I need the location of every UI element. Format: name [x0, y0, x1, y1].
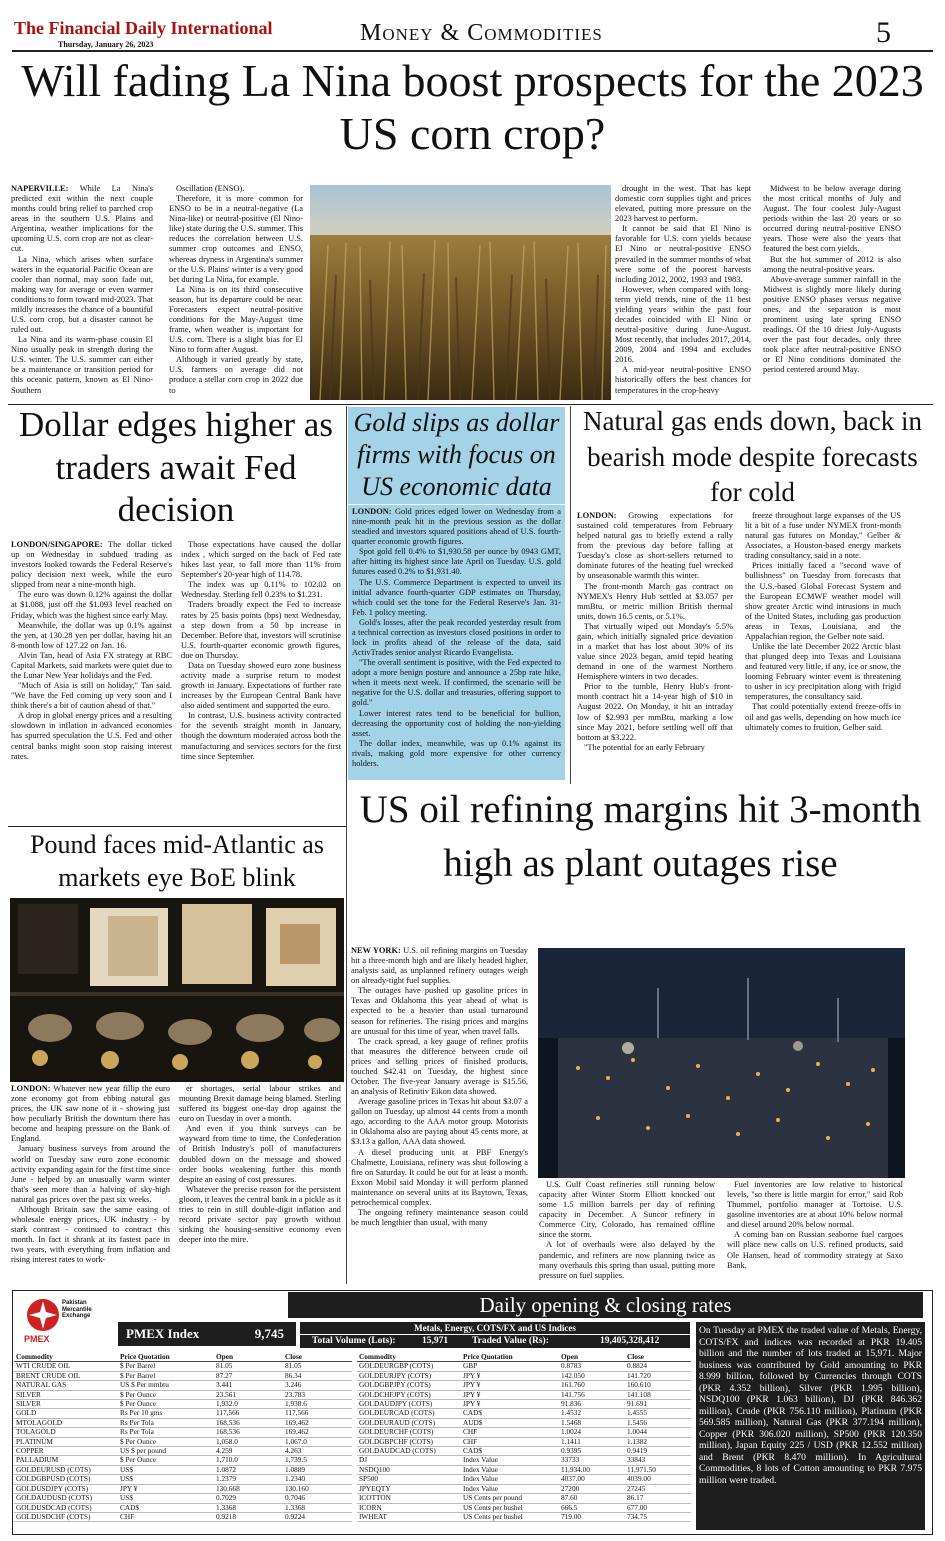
oil-col-1	[348, 946, 531, 1284]
table-cell: Index Value	[461, 1465, 559, 1474]
paragraph: Therefore, it is more common for ENSO to be in a neutral-negative (La Nina-like) or neutral-positive (El Nino-like) state during the U.S. summer. This reduces the correlation between U.S. summer crop outcomes and ENSO, whereas dryness in Argentina's summer or the U.S. Plains' winter is a very good bet during La Nina, for example.	[169, 194, 303, 284]
paragraph: NAPERVILLE: While La Nina's predicted exit within the next couple months could bring relief to parched crop areas in the southern U.S. Plains and Argentina, weather implications for the upcoming U.S. corn crop are not as clear-cut.	[11, 184, 153, 254]
table-cell: 168,536	[214, 1428, 283, 1437]
table-cell: 27200	[559, 1484, 625, 1493]
table-cell: 0.9419	[625, 1447, 691, 1456]
paragraph: A drop in global energy prices and a resulting slowdown in inflation in advanced economies has spurred speculation the U.S. Fed and other central banks might soon stop raising interest rates.	[11, 711, 172, 761]
table-cell: 1.0044	[625, 1428, 691, 1437]
column-divider	[346, 406, 347, 828]
table-cell: 169,462	[283, 1418, 352, 1427]
pmex-abbr: PMEX	[24, 1334, 50, 1344]
table-cell: 1.1411	[559, 1437, 625, 1446]
paragraph: drought in the west. That has kept domestic corn supplies tight and prices elevated, putting more pressure on the 2023 harvest to perform.	[615, 184, 751, 224]
table-cell: 1,710.0	[214, 1456, 283, 1465]
table-cell: GOLDEURAUD (COTS)	[357, 1418, 461, 1427]
paragraph: Lower interest rates tend to be beneficial for bullion, decreasing the opportunity cost of holding the non-yielding asset.	[352, 708, 561, 738]
table-cell: 23.783	[283, 1390, 352, 1399]
corn-col-2	[166, 184, 306, 402]
table-cell: 1.0889	[283, 1465, 352, 1474]
table-cell: JPY ¥	[118, 1484, 214, 1493]
table-cell: 91.836	[559, 1400, 625, 1409]
table-cell: PALLADIUM	[14, 1456, 118, 1465]
table-cell: 1,058.0	[214, 1437, 283, 1446]
dollar-col-2	[178, 540, 344, 820]
table-cell: JPY ¥	[461, 1390, 559, 1399]
table-cell: 0.9218	[214, 1512, 283, 1521]
table-cell: 3.441	[214, 1381, 283, 1390]
paragraph: La Nina and its warm-phase cousin El Nino usually peak in strength during the U.S. winter. The U.S. summer can either be a maintenance or transition period for this oceanic pattern, known as El Nino-Southern	[11, 335, 153, 395]
table-cell: $ Per Ounce	[118, 1456, 214, 1465]
volume-label: Total Volume (Lots):	[312, 1336, 396, 1346]
natgas-col-1	[574, 511, 736, 783]
pound-col-1	[8, 1084, 173, 1284]
table-cell: SILVER	[14, 1400, 118, 1409]
paragraph: The front-month March gas contract on NYMEX's Henry Hub settled at $3.057 per mmBtu, or metric million British thermal units, down 16.5 cents, or 5.1%.	[577, 581, 733, 621]
section-title: Money & Commodities	[360, 20, 603, 46]
table-cell: US$	[118, 1494, 214, 1503]
table-cell: GOLDEURGBP (COTS)	[357, 1362, 461, 1371]
table-cell: $ Per Ounce	[118, 1400, 214, 1409]
col-header-commodity: Commodity	[357, 1353, 461, 1362]
gold-body	[348, 505, 565, 780]
table-cell: US Cents per bushel	[461, 1503, 559, 1512]
table-cell: 0.9395	[559, 1447, 625, 1456]
cash-drawer-photo	[10, 898, 344, 1082]
issue-date: Thursday, January 26, 2023	[58, 40, 154, 49]
col-header-commodity: Commodity	[14, 1353, 118, 1362]
paragraph: But the hot summer of 2012 is also among the neutral-positive years.	[763, 254, 901, 274]
table-cell: 81.05	[283, 1362, 352, 1371]
paragraph: Prior to the tumble, Henry Hub's front-month contract hit a 14-year high of $10 in August 2022. On Monday, it hit an intraday low of $2.993 per mmBtu, marking a low since May 2021, before settling well off that bottom at $3.222.	[577, 682, 733, 742]
paragraph: And even if you think surveys can be wayward from time to time, the Confederation of British Industry's poll of manufacturers doubled down on the message and showed order books weakening further this month despite an easing of cost pressures.	[179, 1124, 341, 1184]
table-cell: CHF	[118, 1512, 214, 1521]
table-cell: 117,566	[283, 1409, 352, 1418]
gold-headline-box	[348, 407, 565, 504]
table-cell: 87.27	[214, 1371, 283, 1380]
paragraph: "Much of Asia is still on holiday," Tan said. "We have the Fed coming up very soon and I think there's a bit of caution ahead of that."	[11, 681, 172, 711]
table-cell: $ Per Ounce	[118, 1390, 214, 1399]
table-cell: 11,934.00	[559, 1465, 625, 1474]
paragraph: The index was up 0.11% to 102.02 on Wednesday. Sterling fell 0.23% to $1.231.	[181, 580, 341, 600]
table-cell: 4.259	[214, 1447, 283, 1456]
table-cell: 141.756	[559, 1390, 625, 1399]
table-row	[14, 1428, 352, 1437]
table-cell: 1.3368	[214, 1503, 283, 1512]
table-cell: GOLDCHFJPY (COTS)	[357, 1390, 461, 1399]
table-cell: 117,566	[214, 1409, 283, 1418]
table-cell: 11,971.50	[625, 1465, 691, 1474]
table-cell: 130.668	[214, 1484, 283, 1493]
table-cell: Index Value	[461, 1475, 559, 1484]
table-cell: MTOLAGOLD	[14, 1418, 118, 1427]
table-cell: GOLDAUDJPY (COTS)	[357, 1400, 461, 1409]
table-cell: 0.7046	[283, 1494, 352, 1503]
table-cell: 86.17	[625, 1494, 691, 1503]
paragraph: Average gasoline prices in Texas hit about $3.07 a gallon on Tuesday, up almost 44 cents from a month ago, according to the AAA motor group. Motorists in Oklahoma also are paying about 45 cents more, at $3.13 a gallon, AAA data showed.	[351, 1097, 528, 1147]
table-row	[357, 1409, 691, 1418]
table-cell: Index Value	[461, 1456, 559, 1465]
table-cell: 4039.00	[625, 1475, 691, 1484]
table-cell: ICORN	[357, 1503, 461, 1512]
table-cell: IWHEAT	[357, 1512, 461, 1521]
table-row	[14, 1475, 352, 1484]
paragraph: Unlike the late December 2022 Arctic blast that plunged deep into Texas and Louisiana and featured very little, if any, ice or snow, the looming February winter event is threatening to usher in icy precipitation along with frigid temperatures, the consultancy said.	[745, 642, 901, 702]
col-header-open: Open	[559, 1353, 625, 1362]
volume-value: 15,971	[422, 1336, 449, 1346]
corn-col-3	[612, 184, 754, 402]
paragraph: Data on Tuesday showed euro zone business activity made a surprise return to modest growth in January. Expectations of further rate increases by the European Central Bank have also aided sentiment and supported the euro.	[181, 660, 341, 711]
table-cell: 1.5456	[625, 1418, 691, 1427]
table-cell: BRENT CRUDE OIL	[14, 1371, 118, 1380]
table-cell: 141.108	[625, 1390, 691, 1399]
paragraph: Midwest to be below average during the most critical months of July and August. The four coolest July-August periods within the last 20 years or so occurred during neutral-positive ENSO years. Those were also the years that featured the best corn yields.	[763, 184, 901, 254]
paragraph: er shortages, serial labour strikes and mounting Brexit damage being blamed. Sterling suffered its biggest one-day drop against the euro on Tuesday in over a month.	[179, 1084, 341, 1124]
table-cell: $ Per Barrel	[118, 1371, 214, 1380]
paragraph: "The potential for an early February	[584, 742, 705, 752]
table-cell: GOLDEURCAD (COTS)	[357, 1409, 461, 1418]
headline-dollar: Dollar edges higher as traders await Fed decision	[19, 405, 333, 530]
table-cell: GOLDEURUSD (COTS)	[14, 1465, 118, 1474]
table-cell: 4037.00	[559, 1475, 625, 1484]
table-cell: SILVER	[14, 1390, 118, 1399]
table-cell: 0.9224	[283, 1512, 352, 1521]
paragraph: Meanwhile, the dollar was up 0.1% against the yen, at 130.28 yen per dollar, having hit an 8-month low of 127.22 on Jan. 16.	[11, 620, 172, 650]
table-cell: US Cents per bushel	[461, 1512, 559, 1521]
table-cell: SP500	[357, 1475, 461, 1484]
natgas-col-2	[742, 511, 904, 783]
table-cell: 87.60	[559, 1494, 625, 1503]
table-row	[357, 1428, 691, 1437]
table-cell: 666.5	[559, 1503, 625, 1512]
table-cell: GOLDEURCHF (COTS)	[357, 1428, 461, 1437]
table-cell: 1.2340	[283, 1475, 352, 1484]
table-row	[357, 1362, 691, 1371]
table-cell: 0.8824	[625, 1362, 691, 1371]
table-cell: 1.0024	[559, 1428, 625, 1437]
table-cell: AUD$	[461, 1418, 559, 1427]
pmex-logo	[18, 1296, 114, 1350]
paragraph: freeze throughout large expanses of the US lit a bit of a fuse under NYMEX front-month natural gas futures on Monday," Gelber & Associates, a Houston-based energy markets trading consultancy, said in a note.	[745, 511, 901, 561]
paragraph: A lot of overhauls were also delayed by the pandemic, and refiners are now planning twice as many overhauls this spring than usual, putting more pressure on fuel supplies.	[539, 1240, 715, 1280]
paragraph: That virtually wiped out Monday's 5.5% gain, which initially signaled price deviation in a market that has lost about 30% of its value since 2023 began, amid tepid heating demand in one of the warmest Northern Hemisphere winters in two decades.	[577, 621, 733, 682]
oil-col-3	[724, 1180, 906, 1284]
table-cell: 1.2379	[214, 1475, 283, 1484]
paragraph: However, when compared with long-term yield trends, nine of the 11 best yielding years within the past four decades coincided with El Nino or neutral-positive during June-August. Most recently, that includes 2017, 2014, 2009, 2004 and 1994 and excludes 2016.	[615, 284, 751, 365]
pound-col-2	[176, 1084, 344, 1284]
corn-col-1	[8, 184, 156, 402]
table-cell: GOLDGBPJPY (COTS)	[357, 1381, 461, 1390]
table-cell: US $ Per mmbtu	[118, 1381, 214, 1390]
table-cell: 169,462	[283, 1428, 352, 1437]
paragraph: Those expectations have caused the dollar index , which surged on the back of Fed rate hikes last year, to fall more than 11% from September's 20-year high of 114.78.	[181, 540, 341, 580]
paragraph: Traders broadly expect the Fed to increase rates by 25 basis points (bps) next Wednesday, a step down from a 50 bp increase in December. Before that, investors will scrutinise U.S. fourth-quarter economic growth figures, due on Thursday.	[181, 600, 341, 660]
paragraph: Although it varied greatly by state, U.S. farmers on average did not produce a stellar corn crop in 2022 due to	[169, 355, 303, 395]
table-row	[357, 1512, 691, 1521]
table-cell: US$	[118, 1465, 214, 1474]
paragraph: Although Britain saw the same easing of wholesale energy prices, UK industry - by stark contrast - continued to contract this month. In fact it shrank at its fastest pace in two years, with everything from inflation and rising interest rates to work-	[11, 1204, 170, 1265]
table-cell: NSDQ100	[357, 1465, 461, 1474]
table-cell: CHF	[461, 1428, 559, 1437]
table-cell: WTI CRUDE OIL	[14, 1362, 118, 1371]
table-row	[357, 1503, 691, 1512]
table-cell: PLATINUM	[14, 1437, 118, 1446]
pmex-index-bar	[118, 1322, 296, 1346]
table-row	[357, 1456, 691, 1465]
table-cell: 81.05	[214, 1362, 283, 1371]
table-cell: 719.00	[559, 1512, 625, 1521]
paper-name: The Financial Daily International	[14, 18, 273, 38]
table-cell: 1.0872	[214, 1465, 283, 1474]
table-cell: 1,932.0	[214, 1400, 283, 1409]
table-row	[357, 1475, 691, 1484]
table-cell: 141.720	[625, 1371, 691, 1380]
table-row	[357, 1494, 691, 1503]
table-cell: GOLD	[14, 1409, 118, 1418]
table-cell: Rs Per 10 gms	[118, 1409, 214, 1418]
col-header-close: Close	[625, 1353, 691, 1362]
paragraph: Prices initially faced a "second wave of bullishness" on Tuesday from forecasts that the U.S.-based Global Forecast System and the European ECMWF weather model will show greater Arctic wind intrusions in much of the United States, including gas production areas in Texas, Louisiana, and the Appalachian region, the Gelber note said.	[745, 561, 901, 641]
table-row	[14, 1362, 352, 1371]
paragraph: U.S. Gulf Coast refineries still running below capacity after Winter Storm Elliott knocked out some 1.5 million barrels per day of refining capacity in December. A Suncor refinery in Commerce City, Colorado, has remained offline since the storm.	[539, 1180, 715, 1240]
column-divider	[346, 828, 347, 1284]
table-cell: 1,739.5	[283, 1456, 352, 1465]
table-cell: 160.610	[625, 1381, 691, 1390]
paragraph: Gold's losses, after the peak recorded yesterday result from a technical correction as investors closed positions in order to lock in profits ahead of the release of the data, said ActivTrades senior analyst Ricardo Evangelista.	[352, 617, 561, 658]
headline-corn: Will fading La Nina boost prospects for the 2023 US corn crop?	[21, 55, 924, 160]
paragraph: "The overall sentiment is positive, with the Fed expected to adopt a more benign posture and announce a 25bp rate hike, when it meets next week. If confirmed, the scenario will be negative for the U.S. dollar and treasuries, offering support to gold."	[352, 658, 561, 708]
rates-banner: Metals, Energy, COTS/FX and US Indices	[300, 1322, 690, 1334]
table-cell: CHF	[461, 1437, 559, 1446]
paragraph: Whatever the precise reason for the persistent gloom, it leaves the central bank in a pickle as it tries to rein in still double-digit inflation and record private sector pay growth without sinking the housing-sensitive economy even deeper into the mire.	[179, 1184, 341, 1245]
paragraph: The euro was down 0.12% against the dollar at $1.088, just off the $1.093 level reached on Friday, which was the highest since early May.	[11, 590, 172, 620]
table-cell: GOLDEURJPY (COTS)	[357, 1371, 461, 1380]
table-cell: 1.5468	[559, 1418, 625, 1427]
table-row	[14, 1437, 352, 1446]
paragraph: Alvin Tan, head of Asia FX strategy at RBC Capital Markets, said markets were quiet due to the Lunar New Year holidays and the Fed.	[11, 650, 172, 681]
table-cell: 734.75	[625, 1512, 691, 1521]
table-cell: CAD$	[461, 1409, 559, 1418]
volume-bar	[300, 1335, 690, 1348]
table-cell: 1.4555	[625, 1409, 691, 1418]
corn-field-photo	[310, 185, 611, 400]
paragraph: The crack spread, a key gauge of refiner profits that measures the difference between crude oil prices and selling prices of finished products, touched $42.41 on Tuesday, the highest since October. The five-year January average is $15.56, an analysis of Refinitiv Eikon data showed.	[351, 1036, 528, 1097]
table-cell: 1.3368	[283, 1503, 352, 1512]
table-cell: NATURAL GAS	[14, 1381, 118, 1390]
table-cell: JPYEQTY	[357, 1484, 461, 1493]
table-cell: GOLDGBPUSD (COTS)	[14, 1475, 118, 1484]
pmex-index-label: PMEX Index	[126, 1326, 200, 1341]
paragraph: LONDON: Whatever new year fillip the euro zone economy got from ebbing natural gas prices, the UK saw none of it - showing just how peculiarly British the downturn there has become and heaping pressure on the Bank of England.	[11, 1084, 170, 1144]
paragraph: The ongoing refinery maintenance season could be much lengthier than usual, with many	[351, 1208, 528, 1228]
table-row	[14, 1381, 352, 1390]
table-cell: 0.7029	[214, 1494, 283, 1503]
table-cell: Rs Per Tola	[118, 1418, 214, 1427]
table-cell: TOLAGOLD	[14, 1428, 118, 1437]
table-cell: $ Per Ounce	[118, 1437, 214, 1446]
paragraph: Spot gold fell 0.4% to $1,930.58 per ounce by 0943 GMT, after hitting its highest since late April on Tuesday. U.S. gold futures eased 0.2% to $1,931.40.	[352, 547, 561, 577]
page-number: 5	[876, 16, 891, 49]
col-header-open: Open	[214, 1353, 283, 1362]
paragraph: January business surveys from around the world on Tuesday saw euro zone economic activity expanding again for the first time since June - helped by an unusually warm winter that's seen more than a halving of sky-high natural gas prices over the past six weeks.	[11, 1144, 170, 1204]
table-cell: GOLDAUDCAD (COTS)	[357, 1447, 461, 1456]
paragraph: LONDON: Growing expectations for sustained cold temperatures from February helped natural gas to briefly extend a rally from the previous day before falling at Tuesday's close as short-sellers returned to dominate futures of the heating fuel wrecked by unseasonable warmth this winter.	[577, 511, 733, 581]
paragraph: A coming ban on Russian seaborne fuel cargoes will place new calls on U.S. refined products, said Ole Hansen, head of commodity strategy at Saxo Bank.	[727, 1230, 903, 1270]
paragraph: La Nina, which arises when surface waters in the equatorial Pacific Ocean are cooler than normal, may soon fade out, making way for average or even warmer conditions to form toward mid-2023. That mildly increases the chance of a bountiful U.S. corn crop, but a disaster cannot be ruled out.	[11, 254, 153, 335]
headline-gold: Gold slips as dollar firms with focus on US economic data	[353, 408, 560, 502]
table-cell: 1,067.0	[283, 1437, 352, 1446]
col-header-quotation: Price Quotation	[461, 1353, 559, 1362]
table-row	[14, 1494, 352, 1503]
paragraph: LONDON/SINGAPORE: The dollar ticked up on Wednesday in subdued trading as investors looked towards the Federal Reserve's policy decision next week, while the euro slipped from near a nine-month high.	[11, 540, 172, 590]
paragraph: It cannot be said that El Nino is favorable for U.S. corn yields because El Nino or neutral-positive ENSO prevailed in the summer months of what were some of the poorest harvests including 2012, 2002, 1993 and 1983.	[615, 224, 751, 284]
table-cell: US Cents per pound	[461, 1494, 559, 1503]
dollar-col-1	[8, 540, 175, 820]
table-cell: 168,536	[214, 1418, 283, 1427]
table-cell: US $ per pound	[118, 1447, 214, 1456]
refinery-photo	[538, 948, 905, 1178]
paragraph: A diesel producing unit at PBF Energy's Chalmette, Louisiana, refinery was shut following a fire on Saturday. It could be out for at least a month. Exxon Mobil said Monday it will perform planned maintenance on several units at its Baytown, Texas, petrochemical complex.	[351, 1147, 528, 1207]
pmex-index-value: 9,745	[254, 1326, 284, 1341]
oil-col-2	[536, 1180, 718, 1284]
paragraph: The U.S. Commerce Department is expected to unveil its initial advance fourth-quarter GDP estimates on Thursday, which could set the tone for the Federal Reserve's Jan. 31-Feb. 1 policy meeting.	[352, 577, 561, 617]
table-cell: 27245	[625, 1484, 691, 1493]
table-cell: 130.160	[283, 1484, 352, 1493]
table-cell: CAD$	[461, 1447, 559, 1456]
headline-pound: Pound faces mid-Atlantic as markets eye BoE blink	[30, 830, 324, 893]
table-cell: 1.4532	[559, 1409, 625, 1418]
table-row	[357, 1381, 691, 1390]
table-cell: 0.8783	[559, 1362, 625, 1371]
paragraph: La Nina is on its third consecutive season, but its departure could be near. Forecasters expect neutral-positive conditions for the May-August time frame, when weather is important for U.S. corn. There is a slight bias for El Nino to form after August.	[169, 284, 303, 355]
table-cell: GOLDUSDCAD (COTS)	[14, 1503, 118, 1512]
traded-value: 19,405,328,412	[600, 1336, 660, 1346]
table-row	[14, 1456, 352, 1465]
paragraph: The outages have pushed up gasoline prices in Texas and Oklahoma this year ahead of what is expected to be a heavier than usual turnaround season for refineries. The rising prices and margins are unusual for this time of year, when travel falls.	[351, 986, 528, 1036]
paragraph: Oscillation (ENSO).	[176, 184, 245, 193]
table-cell: $ Per Barrel	[118, 1362, 214, 1371]
table-cell: 161.760	[559, 1381, 625, 1390]
masthead-rule	[12, 50, 933, 52]
pmex-logo-text: Pakistan Mercantile Exchange	[62, 1300, 92, 1320]
paragraph: LONDON: Gold prices edged lower on Wednesday from a nine-month peak hit in the previous session as the dollar steadied and investors squared positions ahead of U.S. fourth-quarter economic growth figures.	[352, 507, 561, 547]
table-cell: GOLDUSDJPY (COTS)	[14, 1484, 118, 1493]
table-cell: JPY ¥	[461, 1381, 559, 1390]
table-cell: 1.1382	[625, 1437, 691, 1446]
column-divider	[570, 406, 571, 784]
table-cell: GOLDAUDUSD (COTS)	[14, 1494, 118, 1503]
col-header-close: Close	[283, 1353, 352, 1362]
headline-oil: US oil refining margins hit 3-month high as plant outages rise	[359, 788, 922, 885]
paragraph: A mid-year neutral-positive ENSO historically offers the best chances for temperatures in the crop-heavy	[615, 365, 751, 395]
col-header-quotation: Price Quotation	[118, 1353, 214, 1362]
paragraph: In contrast, U.S. business activity contracted for the seventh straight month in January, though the downturn moderated across both the manufacturing and services sectors for the first time since September.	[181, 711, 341, 761]
headline-natgas: Natural gas ends down, back in bearish mode despite forecasts for cold	[583, 406, 922, 508]
table-cell: 33733	[559, 1456, 625, 1465]
table-cell: US$	[118, 1475, 214, 1484]
table-cell: GOLDUSDCHF (COTS)	[14, 1512, 118, 1521]
table-cell: 33843	[625, 1456, 691, 1465]
table-cell: 91.691	[625, 1400, 691, 1409]
section-rule	[8, 826, 346, 827]
table-cell: JPY ¥	[461, 1400, 559, 1409]
table-cell: 23.561	[214, 1390, 283, 1399]
table-cell: 3.246	[283, 1381, 352, 1390]
table-cell: 4.263	[283, 1447, 352, 1456]
table-cell: GBP	[461, 1362, 559, 1371]
paragraph: That could potentially extend freeze-offs in oil and gas wells, depending on how much ice ultimately comes to fruition, Gelber said.	[745, 702, 901, 732]
paragraph: NEW YORK: U.S. oil refining margins on Tuesday hit a three-month high and are likely headed higher, analysts said, as unplanned refinery outages weigh on already-tight fuel supplies.	[351, 946, 528, 986]
table-cell: ICOTTON	[357, 1494, 461, 1503]
table-cell: 86.34	[283, 1371, 352, 1380]
table-row	[14, 1503, 352, 1512]
table-row	[14, 1512, 352, 1521]
traded-label: Traded Value (Rs):	[472, 1336, 549, 1346]
table-cell: DJ	[357, 1456, 461, 1465]
pmex-logo-icon	[26, 1298, 60, 1332]
corn-col-4	[760, 184, 904, 402]
paragraph: Above-average summer rainfall in the Midwest is slightly more likely during positive ENSO phases versus negative ones, and the separation is most prominent using late spring ENSO readings. Of the 10 driest July-Augusts over the past four decades, only three took place after neutral-positive ENSO or El Nino conditions dominated the period centered around May.	[763, 274, 901, 375]
table-cell: Index Value	[461, 1484, 559, 1493]
paragraph: The dollar index, meanwhile, was up 0.1% against its rivals, making gold more expensive for other currency holders.	[352, 738, 561, 768]
table-cell: GOLDGBPCHF (COTS)	[357, 1437, 461, 1446]
table-cell: 677.00	[625, 1503, 691, 1512]
table-cell: 142.050	[559, 1371, 625, 1380]
table-cell: CAD$	[118, 1503, 214, 1512]
rates-table-left	[14, 1353, 352, 1522]
rates-title: Daily opening & closing rates	[288, 1292, 923, 1318]
rates-table-right	[357, 1353, 691, 1522]
table-cell: JPY ¥	[461, 1371, 559, 1380]
table-cell: Rs Per Tola	[118, 1428, 214, 1437]
pmex-summary: On Tuesday at PMEX the traded value of Metals, Energy, COTS/FX and indices was recorded at PKR 19.405 billion and the number of lots traded at 15,971. Major business was contributed by Gold amounting to PKR 8.999 billion, followed by Currencies through COTS (PKR 4.352 billion), Silver (PKR 1.995 billion), NSDQ100 (PKR 1.063 billion), DJ (PKR 846.362 million), Crude (PKR 756.110 million), Platinum (PKR 569.585 million), Natural Gas (PKR 377.194 million), Copper (PKR 306.020 million), SP500 (PKR 120.350 million), Japan Equity 225 / USD (PKR 12.552 million) and Brent (PKR 8.470 million). In Agricultural Commodities, 8 lots of Cotton amounting to PKR 7.975 million were traded.	[696, 1322, 925, 1530]
table-cell: COPPER	[14, 1447, 118, 1456]
paragraph: Fuel inventories are low relative to historical levels, "so there is little margin for error," said Rob Thummel, portfolio manager at Tortoise. U.S. gasoline inventories are at about 10% below normal and diesel around 20% below normal.	[727, 1180, 903, 1230]
table-row	[14, 1409, 352, 1418]
table-cell: 1,938.6	[283, 1400, 352, 1409]
